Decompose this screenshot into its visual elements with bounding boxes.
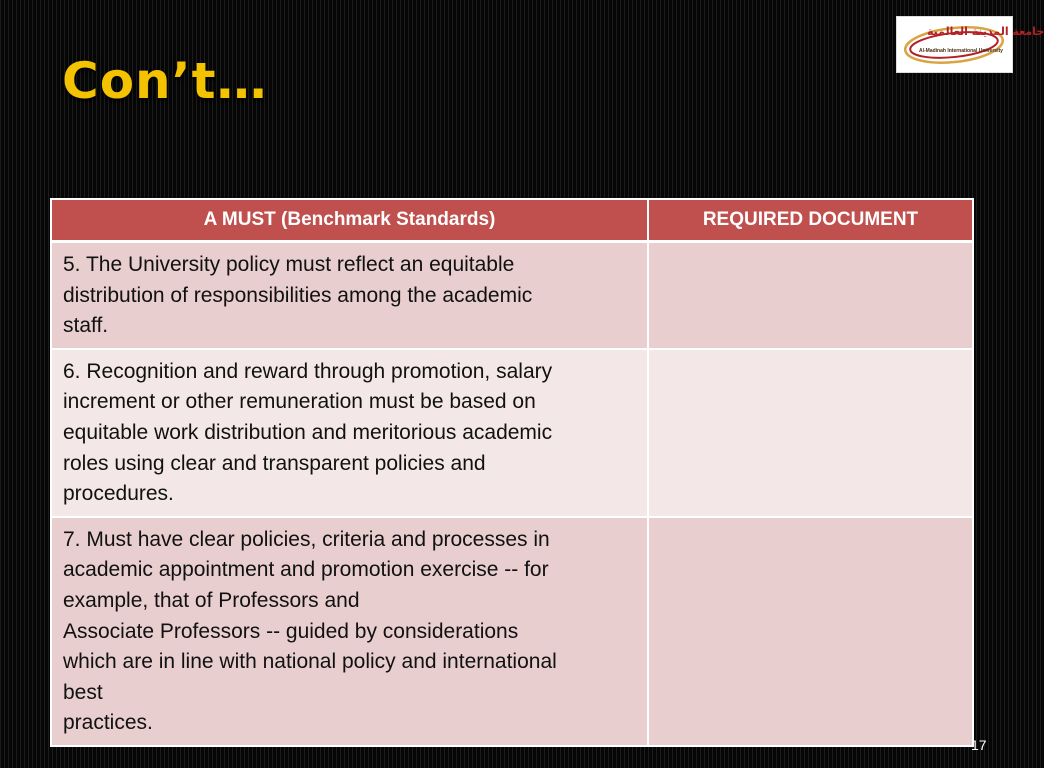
standard-cell <box>51 349 648 517</box>
university-logo <box>896 16 1044 73</box>
logo-english-text: Al-Madinah International University <box>919 48 1003 54</box>
standard-line: staff. <box>63 314 109 338</box>
standard-line: distribution of responsibilities among the academic <box>63 283 533 307</box>
standard-line: 7. Must have clear policies, criteria and processes in <box>63 527 550 551</box>
standard-line: equitable work distribution and meritorious academic <box>63 420 553 444</box>
header-required-document: REQUIRED DOCUMENT <box>648 199 973 242</box>
standard-line: practices. <box>63 711 153 735</box>
required-document-cell <box>648 517 973 746</box>
required-document-cell <box>648 242 973 349</box>
standard-line: 6. Recognition and reward through promotion, salary <box>63 359 553 383</box>
header-benchmark-standards: A MUST (Benchmark Standards) <box>51 199 648 242</box>
logo-arabic-text: جامعة المدينة العالمية <box>927 25 1044 38</box>
slide-title: Con’t… <box>62 52 268 110</box>
table-row <box>51 242 973 349</box>
table-header-row <box>51 199 973 242</box>
standard-cell <box>51 517 648 746</box>
standard-line: which are in line with national policy and international <box>63 650 557 674</box>
page-number: 17 <box>971 737 987 753</box>
standard-line: procedures. <box>63 482 174 506</box>
standard-line: Associate Professors -- guided by considerations <box>63 619 519 643</box>
required-document-cell <box>648 349 973 517</box>
standard-line: roles using clear and transparent policies and <box>63 451 486 475</box>
standard-cell <box>51 242 648 349</box>
table-row <box>51 517 973 746</box>
standard-line: academic appointment and promotion exercise -- for <box>63 558 549 582</box>
standard-line: 5. The University policy must reflect an equitable <box>63 253 515 276</box>
table-row <box>51 349 973 517</box>
standard-line: example, that of Professors and <box>63 588 360 612</box>
benchmark-table <box>50 198 974 747</box>
standard-line: best <box>63 680 103 704</box>
standard-line: increment or other remuneration must be based on <box>63 390 536 414</box>
